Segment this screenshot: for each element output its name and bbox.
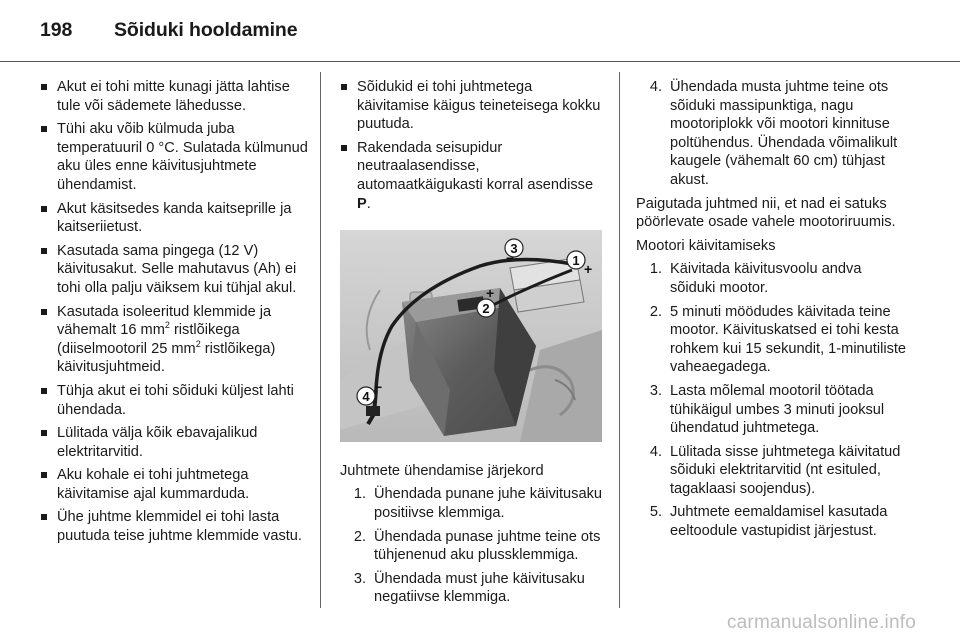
column-divider-2 bbox=[619, 72, 620, 608]
step-text: Ühendada punase juhtme teine ots tühjenenud aku plussklemmiga. bbox=[374, 528, 601, 564]
bullet-text: ristlõikega) käivitusjuhtmeid. bbox=[57, 340, 276, 376]
bullet-item: Lülitada välja kõik ebavajalikud elektritarvitid. bbox=[40, 424, 308, 461]
plus-symbol: + bbox=[584, 261, 593, 278]
callout-3: 3 bbox=[510, 241, 518, 257]
column-2 bbox=[340, 78, 602, 612]
bullet-item: Akut käsitsedes kanda kaitseprille ja kaitseriietust. bbox=[40, 200, 308, 237]
bullet-text: . bbox=[366, 195, 371, 212]
list-item bbox=[644, 443, 908, 499]
page-header bbox=[40, 19, 297, 42]
step-number: 2. bbox=[353, 528, 366, 545]
bullet-item: Akut ei tohi mitte kunagi jätta lahtise tule või sädemete lähedusse. bbox=[40, 78, 308, 115]
engine-start-steps bbox=[636, 260, 908, 540]
gear-position: P bbox=[357, 195, 367, 212]
step-text: Käivitada käivitusvoolu andva sõiduki mootor. bbox=[670, 261, 862, 296]
minus-symbol: − bbox=[506, 250, 515, 267]
bullet-item: Tühi aku võib külmuda juba temperatuuril 0 °C. Sulatada külmunud aku üles enne käivitusjuhtmete ühendamist. bbox=[40, 120, 308, 194]
list-item bbox=[644, 503, 908, 540]
bullet-text: Kasutada isoleeritud klemmide ja vähemalt 16 mm bbox=[57, 303, 272, 339]
list-item bbox=[348, 570, 602, 607]
step-number: 4. bbox=[649, 79, 662, 95]
bullet-item: Kasutada sama pingega (12 V) käivitusakut. Selle mahutavus (Ah) ei tohi olla palju väiksem kui tühjal akul. bbox=[40, 242, 308, 298]
step-number: 4. bbox=[649, 443, 662, 460]
step-number: 2. bbox=[649, 303, 662, 320]
bullet-item: Tühja akut ei tohi sõiduki küljest lahti ühendada. bbox=[40, 382, 308, 419]
step-text: Juhtmete eemaldamisel kasutada eeltoodule vastupidist järjestust. bbox=[670, 504, 888, 540]
step-text: 5 minuti möödudes käivitada teine mootor. Käivituskatsed ei tohi kesta rohkem kui 15 sekundit, 1-minutiliste vaheaegadega. bbox=[670, 303, 907, 376]
list-item bbox=[348, 485, 602, 522]
callout-4: 4 bbox=[362, 389, 370, 405]
bullet-item: Sõidukid ei tohi juhtmetega käivitamise käigus teineteisega kokku puutuda. bbox=[340, 78, 602, 134]
step-number: 1. bbox=[353, 486, 366, 503]
connection-steps-continued bbox=[636, 78, 908, 190]
column-3 bbox=[636, 78, 908, 546]
step-number: 1. bbox=[649, 261, 662, 278]
minus-symbol: − bbox=[374, 379, 383, 396]
superscript: 2 bbox=[195, 338, 201, 349]
page-title: Sõiduki hooldamine bbox=[114, 19, 298, 41]
step-number: 5. bbox=[649, 504, 662, 521]
step-number: 3. bbox=[353, 570, 366, 587]
plus-symbol: + bbox=[486, 285, 495, 302]
list-item bbox=[644, 78, 908, 190]
connection-steps bbox=[340, 485, 602, 607]
bullet-text: ristlõikega (diiselmootoril 25 mm bbox=[57, 322, 240, 357]
step-text: Lülitada sisse juhtmetega käivitatud sõiduki elektritarvitid (nt esituled, tagaklaasi soojendus). bbox=[670, 443, 901, 497]
step-text: Ühendada punane juhe käivitusaku positiivse klemmiga. bbox=[374, 486, 602, 521]
engine-start-heading: Mootori käivitamiseks bbox=[636, 237, 776, 254]
header-rule bbox=[0, 61, 960, 62]
step-text: Lasta mõlemal mootoril töötada tühikäigul umbes 3 minuti jooksul ühendatud juhtmetega. bbox=[670, 382, 885, 437]
engine-bay-illustration bbox=[340, 230, 602, 442]
superscript: 2 bbox=[164, 320, 170, 331]
step-number: 3. bbox=[649, 382, 662, 399]
callout-1: 1 bbox=[572, 253, 580, 269]
watermark: carmanualsonline.info bbox=[726, 612, 916, 633]
step-text: Ühendada musta juhtme teine ots sõiduki massipunktiga, nagu mootoriplokk või mootori kinnituse poltühendus. Ühendada võimalikult kaugele (vähemalt 60 cm) tühjast akust. bbox=[670, 79, 898, 188]
list-item bbox=[644, 260, 908, 297]
bullet-item bbox=[40, 303, 308, 377]
column-1 bbox=[40, 78, 308, 551]
page-number: 198 bbox=[40, 19, 73, 41]
list-item bbox=[644, 382, 908, 438]
bullet-text: Rakendada seisupidur neutraalasendisse, automaatkäigukasti korral asendisse bbox=[357, 139, 594, 193]
column-divider-1 bbox=[320, 72, 321, 608]
connection-order-heading: Juhtmete ühendamise järjekord bbox=[340, 462, 544, 479]
paragraph: Paigutada juhtmed nii, et nad ei satuks pöörlevate osade vahele mootoriruumis. bbox=[636, 195, 896, 231]
list-item bbox=[644, 303, 908, 377]
step-text: Ühendada must juhe käivitusaku negatiivse klemmiga. bbox=[374, 570, 585, 606]
bullet-item bbox=[340, 139, 602, 213]
bullet-item: Ühe juhtme klemmidel ei tohi lasta puutuda teise juhtme klemmide vastu. bbox=[40, 508, 308, 545]
list-item bbox=[348, 528, 602, 565]
bullet-item: Aku kohale ei tohi juhtmetega käivitamise ajal kummarduda. bbox=[40, 466, 308, 503]
callout-2: 2 bbox=[482, 301, 490, 317]
